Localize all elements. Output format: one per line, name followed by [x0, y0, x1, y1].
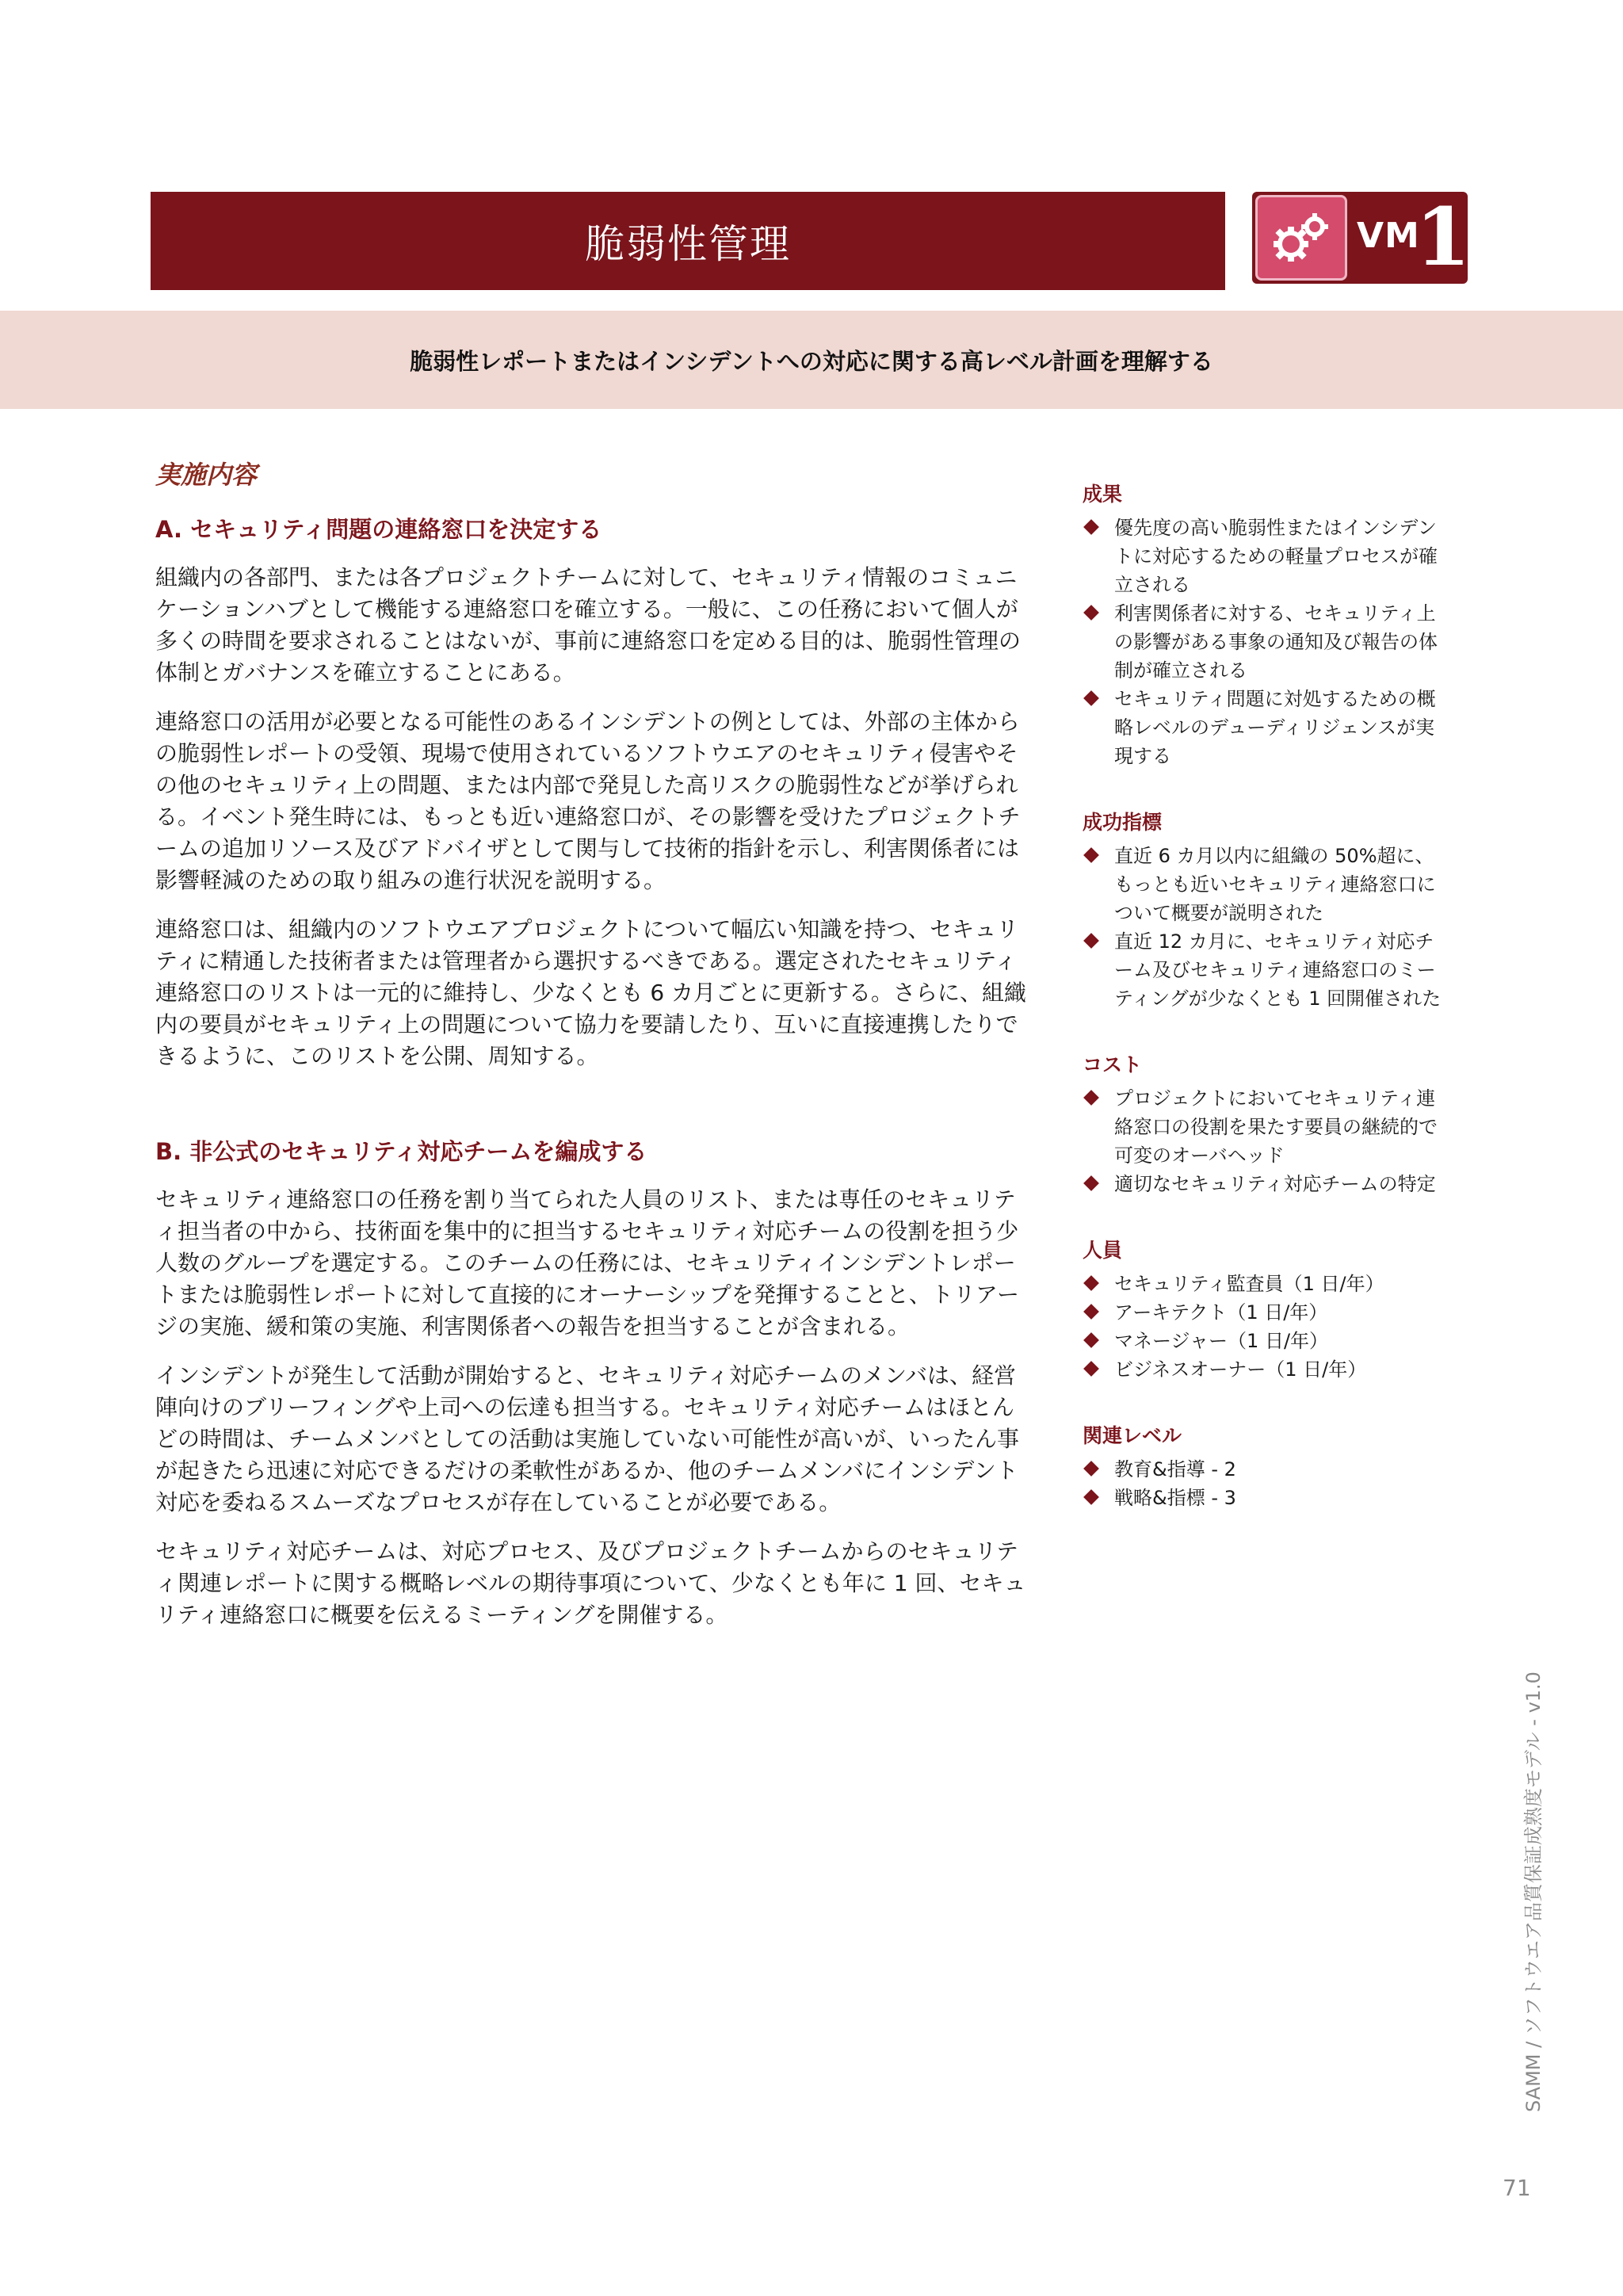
section-b-paragraph: インシデントが発生して活動が開始すると、セキュリティ対応チームのメンバは、経営陣向けのブリーフィングや上司への伝達も担当する。セキュリティ対応チームはほとんどの時間は、チームメンバとしての活動は実施していない可能性が高いが、いったん事が起きたら迅速に対応できるだけの柔軟性があるか、他のチームメンバにインシデント対応を委ねるスムーズなプロセスが存在していることが必要である。 [155, 1362, 1020, 1515]
list-item: 適切なセキュリティ対応チームの特定 [1083, 1170, 1447, 1198]
diamond-bullet-icon [1083, 1275, 1099, 1291]
results-group [1083, 479, 1447, 770]
list-item: 教育&指導 - 2 [1083, 1455, 1447, 1484]
section-a-title: A. セキュリティ問題の連絡窓口を決定する [155, 516, 602, 543]
section-b-paragraph: セキュリティ連絡窓口の任務を割り当てられた人員のリスト、または専任のセキュリティ担当者の中から、技術面を集中的に担当するセキュリティ対応チームの役割を担う少人数のグループを選定する。このチームの任務には、セキュリティインシデントレポートまたは脆弱性レポートに対して直接的にオーナーシップを発揮することと、トリアージの実施、緩和策の実施、利害関係者への報告を担当することが含まれる。 [155, 1186, 1020, 1339]
section-a-paragraph: 連絡窓口は、組織内のソフトウエアプロジェクトについて幅広い知識を持つ、セキュリティに精通した技術者または管理者から選択するべきである。選定されたセキュリティ連絡窓口のリストは一元的に維持し、少なくとも 6 カ月ごとに更新する。さらに、組織内の要員がセキュリティ上の問題について協力を要請したり、互いに直接連携したりできるように、このリストを公開、周知する。 [155, 916, 1027, 1069]
section-b-title: B. 非公式のセキュリティ対応チームを編成する [155, 1138, 647, 1165]
list-item: ビジネスオーナー（1 日/年） [1083, 1355, 1447, 1384]
diamond-bullet-icon [1083, 1304, 1099, 1320]
list-item: 直近 12 カ月に、セキュリティ対応チーム及びセキュリティ連絡窓口のミーティングが少なくとも 1 回開催された [1083, 927, 1447, 1013]
list-item: アーキテクト（1 日/年） [1083, 1298, 1447, 1327]
activities-heading: 実施内容 [155, 460, 258, 490]
list-item: 利害関係者に対する、セキュリティ上の影響がある事象の通知及び報告の体制が確立される [1083, 599, 1447, 685]
objective-text: 脆弱性レポートまたはインシデントへの対応に関する高レベル計画を理解する [410, 347, 1213, 375]
diamond-bullet-icon [1083, 1461, 1099, 1477]
cost-title: コスト [1083, 1053, 1143, 1076]
section-a-paragraph: 連絡窓口の活用が必要となる可能性のあるインシデントの例としては、外部の主体からの脆弱性レポートの受領、現場で使用されているソフトウエアのセキュリティ侵害やその他のセキュリティ上の問題、または内部で発見した高リスクの脆弱性などが挙げられる。イベント発生時には、もっとも近い連絡窓口が、その影響を受けたプロジェクトチームの追加リソース及びアドバイザとして関与して技術的指針を示し、利害関係者には影響軽減のための取り組みの進行状況を説明する。 [155, 709, 1021, 893]
main-content [155, 455, 1027, 1648]
list-item: セキュリティ監査員（1 日/年） [1083, 1270, 1447, 1298]
page-title: 脆弱性管理 [585, 221, 791, 267]
cost-group [1083, 1049, 1447, 1198]
list-item: 戦略&指標 - 3 [1083, 1484, 1447, 1512]
related-levels-group [1083, 1420, 1447, 1512]
list-item: セキュリティ問題に対処するための概略レベルのデューディリジェンスが実現する [1083, 685, 1447, 770]
page-number: 71 [1503, 2175, 1531, 2201]
section-a-paragraph: 組織内の各部門、または各プロジェクトチームに対して、セキュリティ情報のコミュニケーションハブとして機能する連絡窓口を確立する。一般に、この任務において個人が多くの時間を要求されることはないが、事前に連絡窓口を定める目的は、脆弱性管理の体制とガバナンスを確立することにある。 [155, 564, 1022, 686]
list-item: 直近 6 カ月以内に組織の 50%超に、もっとも近いセキュリティ連絡窓口について概要が説明された [1083, 842, 1447, 927]
maturity-badge [1252, 190, 1471, 284]
badge-level: 1 [1415, 190, 1471, 284]
sidebar [1083, 479, 1447, 1549]
diamond-bullet-icon [1083, 690, 1099, 706]
diamond-bullet-icon [1083, 1332, 1099, 1348]
badge-code: VM [1357, 216, 1420, 256]
title-bar [151, 192, 1225, 290]
diamond-bullet-icon [1083, 605, 1099, 621]
diamond-bullet-icon [1083, 1090, 1099, 1106]
metrics-group [1083, 807, 1447, 1013]
diamond-bullet-icon [1083, 1361, 1099, 1377]
diamond-bullet-icon [1083, 519, 1099, 535]
metrics-title: 成功指標 [1083, 811, 1163, 834]
diamond-bullet-icon [1083, 1175, 1099, 1191]
list-item: マネージャー（1 日/年） [1083, 1327, 1447, 1355]
diamond-bullet-icon [1083, 1489, 1099, 1505]
personnel-group [1083, 1235, 1447, 1384]
results-title: 成果 [1083, 483, 1123, 506]
section-b-paragraph: セキュリティ対応チームは、対応プロセス、及びプロジェクトチームからのセキュリティ関連レポートに関する概略レベルの期待事項について、少なくとも年に 1 回、セキュリティ連絡窓口に概要を伝えるミーティングを開催する。 [155, 1538, 1026, 1628]
gears-icon [1255, 195, 1347, 281]
list-item: 優先度の高い脆弱性またはインシデントに対応するための軽量プロセスが確立される [1083, 514, 1447, 599]
list-item: プロジェクトにおいてセキュリティ連絡窓口の役割を果たす要員の継続的で可変のオーバヘッド [1083, 1084, 1447, 1170]
personnel-title: 人員 [1083, 1239, 1123, 1262]
document-footer-text: SAMM / ソフトウエア品質保証成熟度モデル - v1.0 [1522, 1671, 1545, 2112]
related-levels-title: 関連レベル [1083, 1424, 1182, 1447]
objective-band [0, 311, 1623, 409]
diamond-bullet-icon [1083, 847, 1099, 863]
diamond-bullet-icon [1083, 933, 1099, 949]
